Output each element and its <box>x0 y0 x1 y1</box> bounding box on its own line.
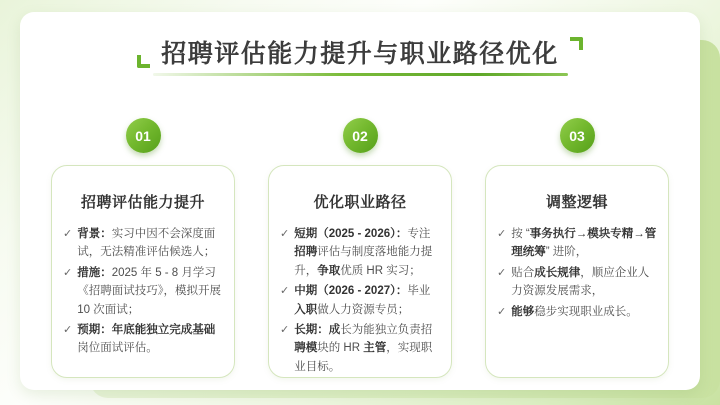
step-badge-3: 03 <box>560 118 595 153</box>
bullet-text: 长期：成长为能独立负责招聘模块的 HR 主管，实现职业目标。 <box>294 323 433 373</box>
step-badges-row <box>20 118 700 153</box>
check-icon: ✓ <box>63 323 73 336</box>
bullet-item <box>63 264 223 319</box>
check-icon: ✓ <box>280 285 290 298</box>
check-icon: ✓ <box>497 305 507 318</box>
card-title: 调整逻辑 <box>545 194 608 211</box>
bullet-item <box>280 321 440 376</box>
bullet-text: 背景：实习中因不会深度面试，无法精准评估候选人； <box>77 228 216 259</box>
check-icon: ✓ <box>497 228 507 240</box>
bullet-list <box>63 225 223 358</box>
corner-bracket-right-icon <box>570 37 583 50</box>
bullet-item <box>63 321 223 358</box>
step-badge-2: 02 <box>343 118 378 153</box>
bullet-text: 短期（2025 - 2026）：专注招聘评估与制度落地能力提升，争取优质 HR 实习； <box>294 228 433 277</box>
bullet-item <box>63 225 223 262</box>
bullet-item <box>497 264 657 301</box>
bullet-list <box>280 225 440 376</box>
card-adjustment-logic <box>485 165 669 378</box>
bullet-list <box>497 225 657 321</box>
bullet-text: 能够稳步实现职业成长。 <box>511 305 638 318</box>
badge-column-2 <box>268 118 452 153</box>
check-icon: ✓ <box>280 228 290 240</box>
bullet-text: 贴合成长规律，顺应企业人力资源发展需求， <box>511 266 650 298</box>
title-underline <box>153 73 568 76</box>
content-cards-row <box>20 165 700 378</box>
bullet-text: 措施：2025 年 5 - 8 月学习《招聘面试技巧》，模拟开展 10 次面试； <box>77 266 221 316</box>
check-icon: ✓ <box>63 266 73 279</box>
page-title: 招聘评估能力提升与职业路径优化 <box>161 40 559 68</box>
card-recruitment-evaluation <box>51 165 235 378</box>
bullet-item <box>280 282 440 319</box>
bullet-text: 按 “事务执行→模块专精→管理统筹” 进阶， <box>511 228 657 259</box>
bullet-text: 预期：年底能独立完成基础岗位面试评估。 <box>77 323 216 355</box>
corner-bracket-left-icon <box>137 55 150 68</box>
check-icon: ✓ <box>63 228 73 240</box>
badge-column-3 <box>485 118 669 153</box>
card-title: 优化职业路径 <box>313 194 407 211</box>
bullet-text: 中期（2026 - 2027）：毕业入职做人力资源专员； <box>294 285 431 316</box>
card-title: 招聘评估能力提升 <box>80 194 205 211</box>
bullet-item <box>280 225 440 280</box>
slide-card <box>20 12 700 390</box>
step-badge-1: 01 <box>126 118 161 153</box>
check-icon: ✓ <box>280 323 290 336</box>
bullet-item <box>497 225 657 262</box>
card-career-path <box>268 165 452 378</box>
bullet-item <box>497 303 657 321</box>
badge-column-1 <box>51 118 235 153</box>
slide-header <box>20 34 700 70</box>
check-icon: ✓ <box>497 266 507 279</box>
